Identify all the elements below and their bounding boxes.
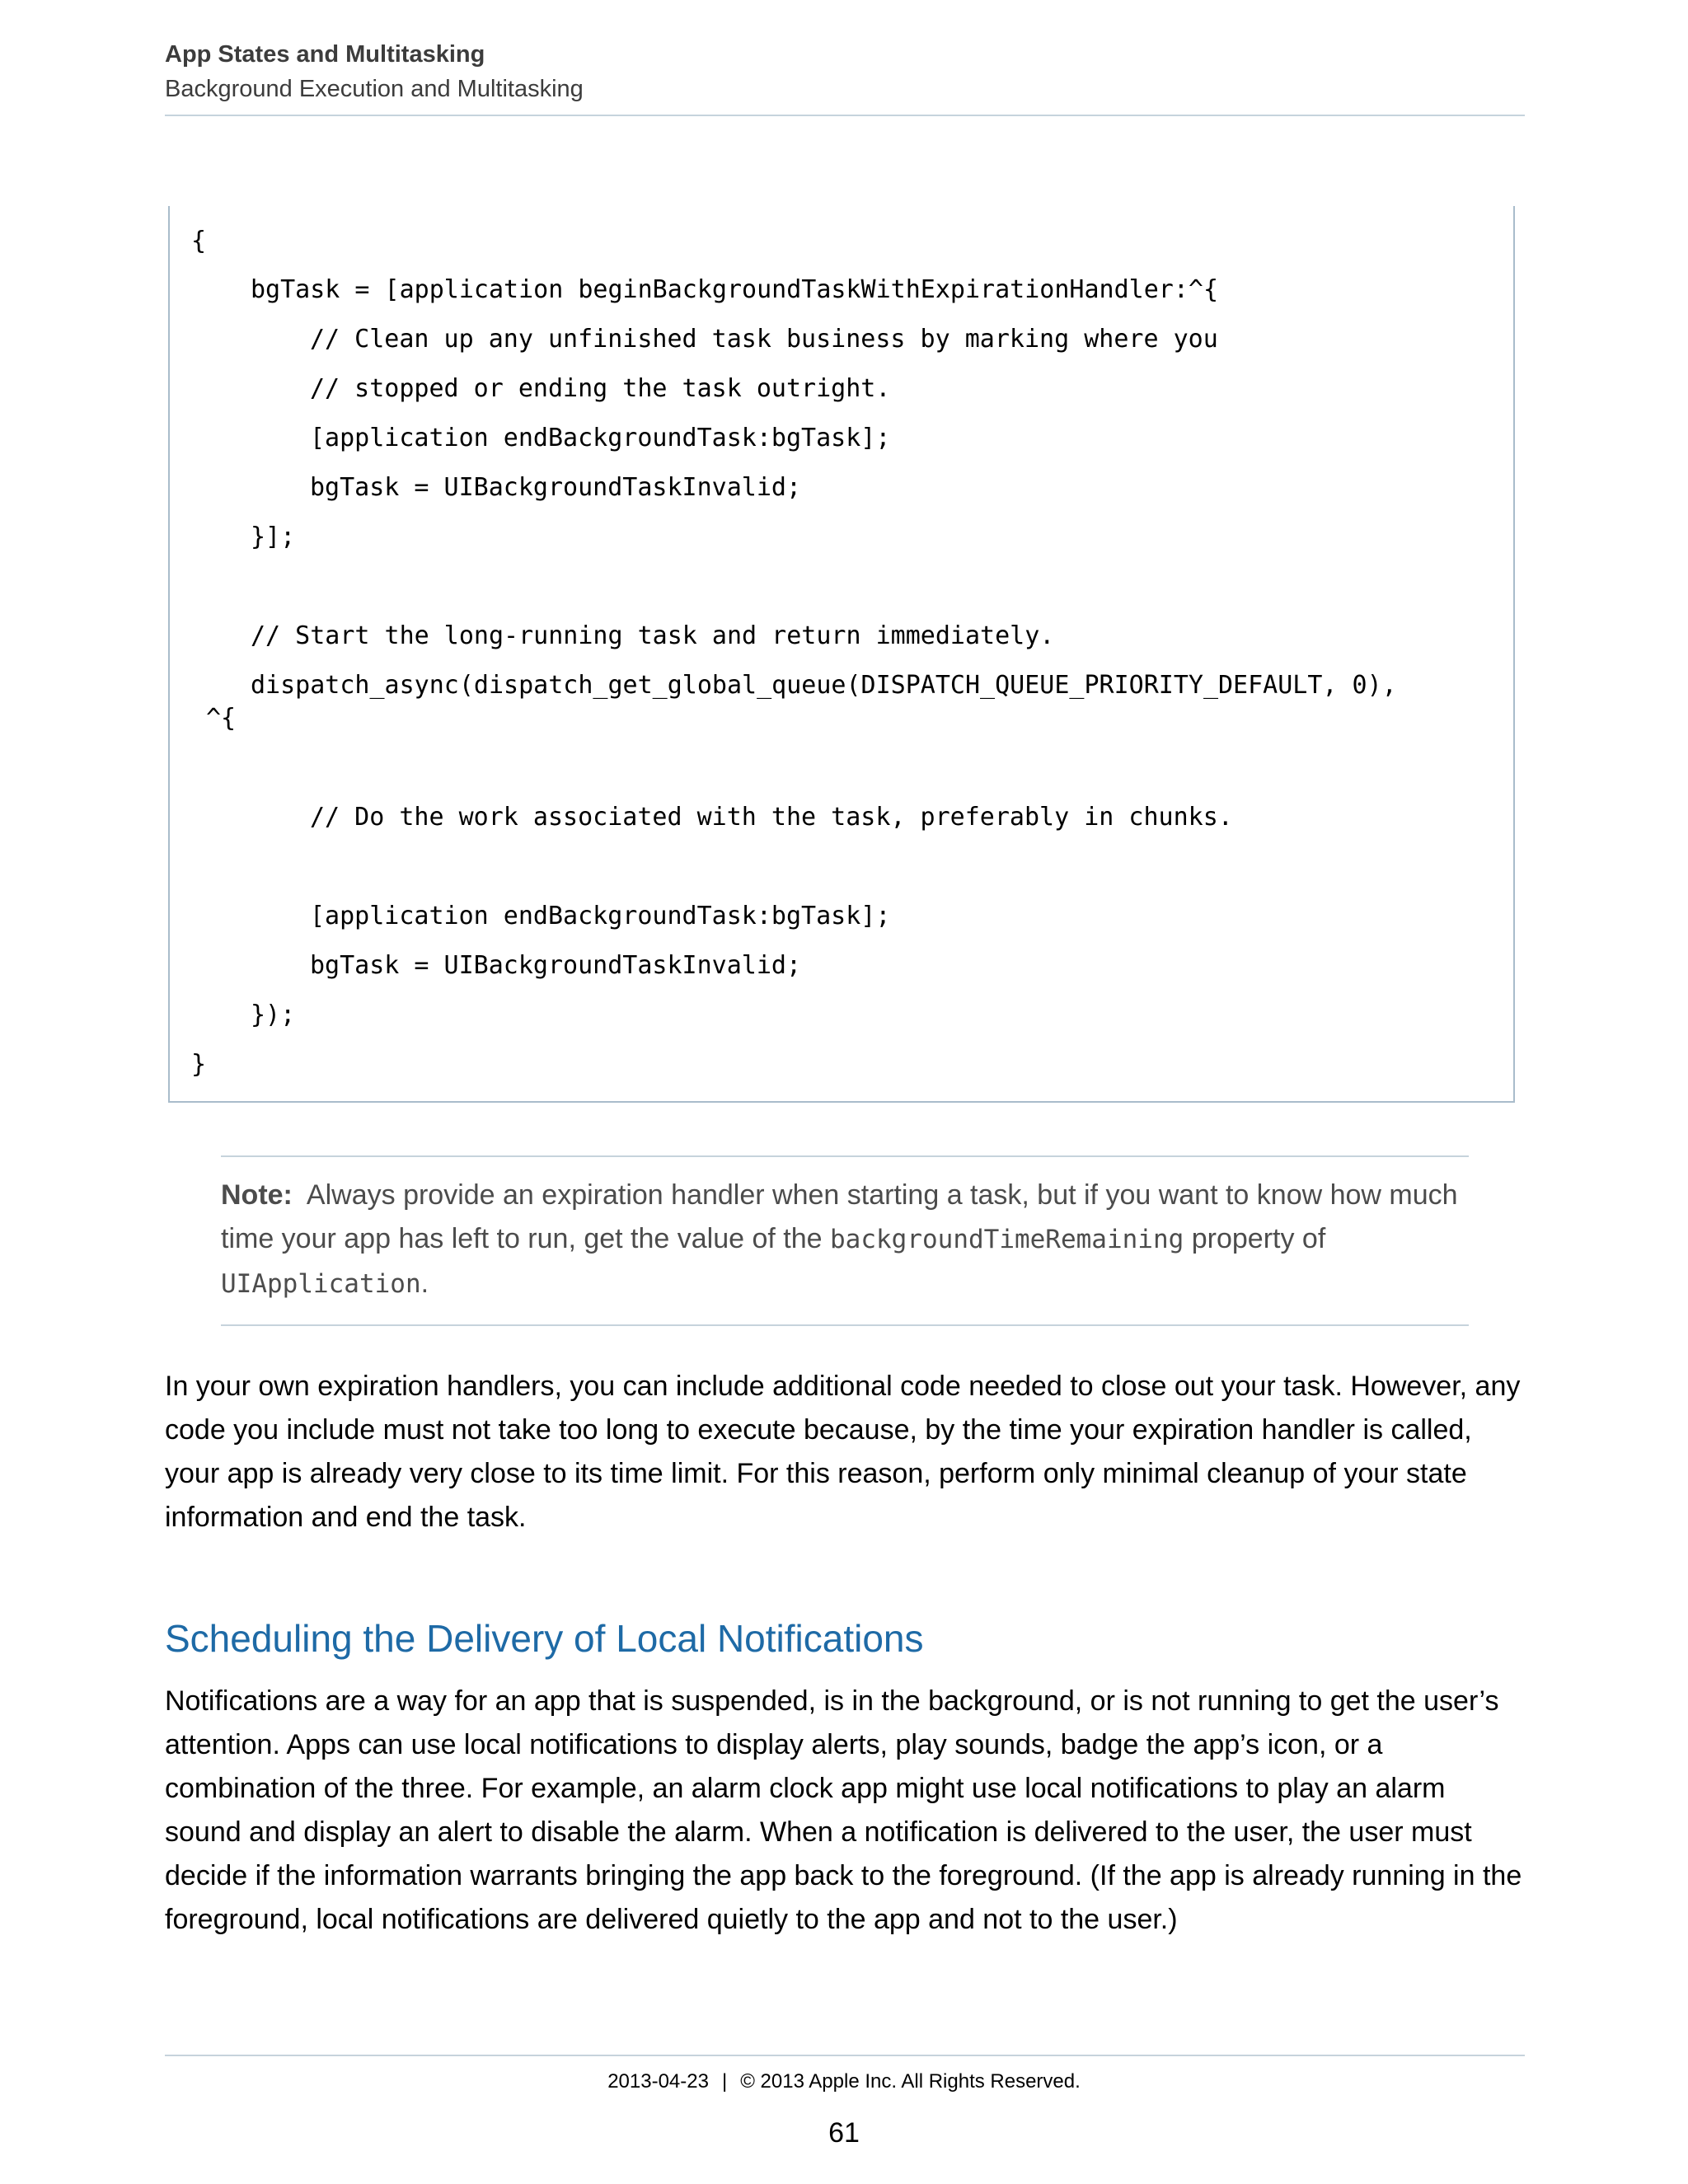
code-line: bgTask = UIBackgroundTaskInvalid;	[310, 473, 802, 502]
body-paragraph: In your own expiration handlers, you can include additional code needed to close out your task. However, any code you include must not take too long to execute because, by the time your expiration handler is called, your app is already very close to its time limit. For this reason, perform only minimal cleanup of your state information and end the task.	[165, 1371, 1521, 1533]
note-text: Always provide an expiration handler when starting a task, but if you want to know how much time your app has left to run, get the value of the	[221, 1179, 1458, 1254]
footer-date: 2013-04-23	[607, 2070, 709, 2093]
footer-separator: |	[721, 2070, 728, 2093]
page-number: 61	[828, 2117, 860, 2149]
footer-divider	[165, 2055, 1525, 2056]
code-line: // Do the work associated with the task, preferably in chunks.	[310, 803, 1233, 832]
code-line: }];	[251, 523, 296, 551]
code-listing	[168, 206, 1515, 1103]
code-line: // stopped or ending the task outright.	[310, 374, 891, 403]
page-footer	[0, 2067, 1688, 2097]
code-line: });	[251, 1001, 296, 1029]
section-heading: Scheduling the Delivery of Local Notifications	[165, 1617, 924, 1660]
body-paragraph: Notifications are a way for an app that is suspended, is in the background, or is not running to get the user’s attention. Apps can use local notifications to display alerts, play sounds, badge the app’s icon, or a combination of the three. For example, an alarm clock app might use local notifications to play an alarm sound and display an alert to disable the alarm. When a notification is delivered to the user, the user must decide if the information warrants bringing the app back to the foreground. (If the app is already running in the foreground, local notifications are delivered quietly to the app and not to the user.)	[165, 1685, 1522, 1935]
page-header	[165, 38, 1525, 105]
code-line: // Clean up any unfinished task business by marking where you	[310, 325, 1218, 354]
code-line: bgTask = [application beginBackgroundTaskWithExpirationHandler:^{	[251, 275, 1218, 304]
class-name: UIApplication	[221, 1269, 421, 1299]
code-line: // Start the long-running task and return immediately.	[251, 621, 1055, 650]
code-line: dispatch_async(dispatch_get_global_queue(DISPATCH_QUEUE_PRIORITY_DEFAULT, 0),	[251, 671, 1397, 700]
section-title: Background Execution and Multitasking	[165, 76, 584, 102]
header-divider	[165, 115, 1525, 116]
code-line: [application endBackgroundTask:bgTask];	[310, 424, 891, 452]
code-line: bgTask = UIBackgroundTaskInvalid;	[310, 951, 802, 980]
note-label: Note:	[221, 1179, 293, 1211]
note-callout	[221, 1155, 1469, 1326]
code-line: [application endBackgroundTask:bgTask];	[310, 902, 891, 930]
property-name: backgroundTimeRemaining	[830, 1225, 1184, 1254]
code-line: ^{	[206, 704, 237, 733]
code-line: {	[191, 227, 207, 255]
note-text: property of	[1191, 1223, 1326, 1254]
footer-copyright: © 2013 Apple Inc. All Rights Reserved.	[740, 2070, 1081, 2093]
code-line: }	[191, 1050, 207, 1079]
chapter-title: App States and Multitasking	[165, 41, 485, 68]
note-text: .	[420, 1268, 429, 1299]
